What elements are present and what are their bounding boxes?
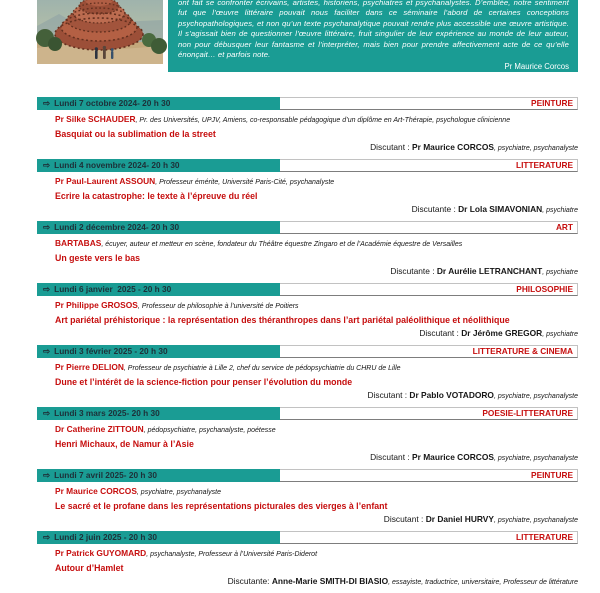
discussant-line: [37, 204, 578, 216]
discussant-label: Discutant :: [370, 142, 413, 152]
discussant-line: [37, 390, 578, 402]
discussant-description: , essayiste, traductrice, universitaire, Professeur de littérature: [388, 579, 578, 586]
discussant-label: Discutante :: [411, 204, 459, 214]
talk-title: Autour d’Hamlet: [55, 563, 124, 573]
discussant-description: , psychiatre: [542, 207, 578, 214]
speaker-name: Pr Paul-Laurent ASSOUN: [55, 176, 156, 186]
seminar-entry: [37, 469, 578, 526]
discussant-line: [37, 452, 578, 464]
speaker-name: Pr Silke SCHAUDER: [55, 114, 136, 124]
intro-signature: Pr Maurice Corcos: [504, 61, 569, 71]
speaker-name: Pr Maurice CORCOS: [55, 486, 137, 496]
entry-category: PEINTURE: [531, 98, 573, 108]
speaker-line: [55, 548, 578, 560]
speaker-line: [55, 238, 578, 250]
entry-category: ART: [555, 222, 573, 232]
entry-date: Lundi 7 octobre 2024- 20 h 30: [54, 98, 171, 108]
discussant-name: Dr Aurélie LETRANCHANT: [436, 266, 543, 276]
entry-date: Lundi 6 janvier 2025 - 20 h 30: [54, 284, 172, 294]
entry-category-cell: [280, 469, 578, 482]
entry-category: PHILOSOPHIE: [516, 284, 573, 294]
right-arrow-icon: ⇨: [43, 470, 51, 480]
seminar-entry: [37, 159, 578, 216]
right-arrow-icon: ⇨: [43, 532, 51, 542]
talk-title: Ecrire la catastrophe: le texte à l’épreuve du réel: [55, 191, 258, 201]
talk-title: Art pariétal préhistorique : la représentation des théranthropes dans l’art pariétal paléolithique et néolithique: [55, 315, 510, 325]
right-arrow-icon: ⇨: [43, 160, 51, 170]
right-arrow-icon: ⇨: [43, 284, 51, 294]
speaker-description: , pédopsychiatre, psychanalyste, poétesse: [143, 427, 276, 434]
discussant-name: Dr Jérôme GREGOR: [461, 328, 543, 338]
seminar-entry: [37, 531, 578, 588]
discussant-name: Dr Daniel HURVY: [425, 514, 494, 524]
entry-category-cell: [280, 345, 578, 358]
speaker-line: [55, 424, 578, 436]
discussant-name: Dr Pablo VOTADORO: [409, 390, 494, 400]
discussant-label: Discutant :: [370, 452, 413, 462]
discussant-line: [37, 514, 578, 526]
entry-header-row: [37, 97, 578, 110]
entry-header-row: [37, 469, 578, 482]
entry-category-cell: [280, 97, 578, 110]
seminar-entry: [37, 97, 578, 154]
discussant-label: Discutant :: [419, 328, 462, 338]
speaker-line: [55, 114, 578, 126]
right-arrow-icon: ⇨: [43, 98, 51, 108]
seminar-entry: [37, 407, 578, 464]
discussant-name: Pr Maurice CORCOS: [412, 452, 494, 462]
right-arrow-icon: ⇨: [43, 408, 51, 418]
speaker-description: , psychanalyste, Professeur à l’Université Paris-Diderot: [146, 551, 318, 558]
entry-category-cell: [280, 159, 578, 172]
intro-banner: [37, 0, 578, 72]
speaker-line: [55, 486, 578, 498]
intro-quote-box: [168, 0, 578, 72]
discussant-line: [37, 266, 578, 278]
discussant-description: , psychiatre, psychanalyste: [493, 455, 578, 462]
discussant-description: , psychiatre, psychanalyste: [493, 393, 578, 400]
entry-category-cell: [280, 407, 578, 420]
entry-category-cell: [280, 531, 578, 544]
discussant-name: Anne-Marie SMITH-DI BIASIO: [271, 576, 389, 586]
seminar-list: [37, 97, 578, 588]
entry-category: LITTERATURE: [516, 532, 573, 542]
entry-date: Lundi 3 mars 2025- 20 h 30: [54, 408, 160, 418]
entry-category: POESIE-LITTERATURE: [482, 408, 573, 418]
discussant-description: , psychiatre, psychanalyste: [493, 145, 578, 152]
entry-category: PEINTURE: [531, 470, 573, 480]
entry-header-row: [37, 531, 578, 544]
entry-category-cell: [280, 221, 578, 234]
discussant-name: Pr Maurice CORCOS: [412, 142, 494, 152]
seminar-entry: [37, 283, 578, 340]
discussant-description: , psychiatre: [542, 269, 578, 276]
discussant-description: , psychiatre, psychanalyste: [493, 517, 578, 524]
entry-date-bar: [37, 469, 280, 482]
talk-title: Un geste vers le bas: [55, 253, 141, 263]
talk-title: Basquiat ou la sublimation de la street: [55, 129, 216, 139]
content-column: [37, 0, 578, 593]
entry-header-row: [37, 159, 578, 172]
speaker-name: Pr Patrick GUYOMARD: [55, 548, 147, 558]
speaker-name: BARTABAS: [55, 238, 102, 248]
speaker-description: , Professeur émérite, Université Paris-Cité, psychanalyste: [155, 179, 335, 186]
entry-category-cell: [280, 283, 578, 296]
discussant-label: Discutante:: [227, 576, 272, 586]
seminar-entry: [37, 221, 578, 278]
discussant-label: Discutant :: [383, 514, 426, 524]
entry-category: LITTERATURE & CINEMA: [472, 346, 573, 356]
entry-date-bar: [37, 283, 280, 296]
right-arrow-icon: ⇨: [43, 346, 51, 356]
speaker-description: , Professeur de psychiatrie à Lille 2, chef du service de pédopsychiatrie du CHRU de Lille: [123, 365, 401, 372]
intro-quote-text: ont fait se confronter écrivains, artistes, historiens, psychiatres et psychanalystes. D’emblée, notre sentiment fut que l’œuvre littéraire pouvait nous faciliter dans ce séminaire l’abord de certaines conceptions psychopathologiques, et non qu’un texte psychanalytique pouvait rendre plus accessible une œuvre artistique. Il s’agissait bien de questionner l’œuvre littéraire, fruit singulier de leur expérience au monde de leur auteur, non pour débusquer leur fantasme et l’interpréter, mais bien pour prendre affectivement acte de ce qu’elle énonçait… et parfois note.: [178, 0, 569, 60]
entry-date: Lundi 2 juin 2025 - 20 h 30: [54, 532, 157, 542]
talk-title: Henri Michaux, de Namur à l’Asie: [55, 439, 194, 449]
amphitheater-painting-icon: [37, 0, 163, 64]
right-arrow-icon: ⇨: [43, 222, 51, 232]
entry-date-bar: [37, 345, 280, 358]
entry-header-row: [37, 345, 578, 358]
talk-title: Le sacré et le profane dans les représentations picturales des vierges à l’enfant: [55, 501, 388, 511]
discussant-line: [37, 328, 578, 340]
entry-date: Lundi 7 avril 2025- 20 h 30: [54, 470, 157, 480]
entry-date-bar: [37, 97, 280, 110]
speaker-name: Dr Catherine ZITTOUN: [55, 424, 144, 434]
entry-date: Lundi 3 février 2025 - 20 h 30: [54, 346, 168, 356]
speaker-description: , écuyer, auteur et metteur en scène, fondateur du Théâtre équestre Zingaro et de l’Académie équestre de Versailles: [101, 241, 463, 248]
discussant-label: Discutant :: [367, 390, 410, 400]
entry-category: LITTERATURE: [516, 160, 573, 170]
entry-header-row: [37, 221, 578, 234]
entry-date: Lundi 4 novembre 2024- 20 h 30: [54, 160, 180, 170]
discussant-line: [37, 142, 578, 154]
entry-date-bar: [37, 407, 280, 420]
entry-header-row: [37, 407, 578, 420]
speaker-description: , Pr. des Universités, UPJV, Amiens, co-responsable pédagogique d’un diplôme en Art-Thérapie, psychologue clinicienne: [135, 117, 511, 124]
discussant-description: , psychiatre: [542, 331, 578, 338]
speaker-line: [55, 300, 578, 312]
speaker-description: , Professeur de philosophie à l’université de Poitiers: [137, 303, 299, 310]
speaker-description: , psychiatre, psychanalyste: [136, 489, 221, 496]
discussant-label: Discutante :: [390, 266, 437, 276]
speaker-name: Pr Pierre DELION: [55, 362, 124, 372]
seminar-entry: [37, 345, 578, 402]
discussant-name: Dr Lola SIMAVONIAN: [458, 204, 543, 214]
talk-title: Dune et l’intérêt de la science-fiction pour penser l’évolution du monde: [55, 377, 353, 387]
speaker-line: [55, 176, 578, 188]
entry-date-bar: [37, 159, 280, 172]
entry-date-bar: [37, 531, 280, 544]
speaker-name: Pr Philippe GROSOS: [55, 300, 138, 310]
speaker-line: [55, 362, 578, 374]
entry-header-row: [37, 283, 578, 296]
entry-date: Lundi 2 décembre 2024- 20 h 30: [54, 222, 180, 232]
entry-date-bar: [37, 221, 280, 234]
discussant-line: [37, 576, 578, 588]
